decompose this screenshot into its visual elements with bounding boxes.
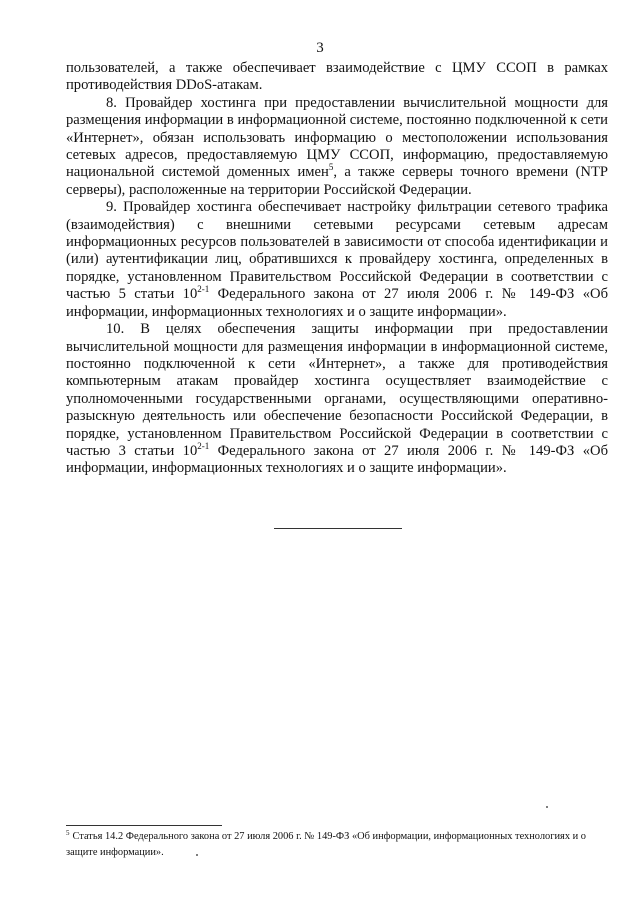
paragraph-text-tail: Федерального закона от 27 июля 2006 г. № 149-ФЗ «Об информации, информационных технологиях и о защите информации». <box>66 286 608 320</box>
footnote-text: Статья 14.2 Федерального закона от 27 июля 2006 г. № 149-ФЗ «Об информации, информационных технологиях и о защите информации». <box>66 831 586 858</box>
paragraph-text: 8. Провайдер хостинга при предоставлении вычислительной мощности для размещения информации в информационной системе, постоянно подключенной к сети «Интернет», обязан использовать информацию о местоположении использования сетевых адресов, предоставляемую ЦМУ ССОП, информацию, предоставляемую национальной системой доменных имен <box>66 94 608 181</box>
body-text <box>66 60 608 478</box>
paragraph-8 <box>66 95 608 199</box>
footnote <box>66 829 614 861</box>
paragraph-text-tail: , а также серверы точного времени (NTP серверы), расположенные на территории Российской Федерации. <box>66 164 608 198</box>
scan-speck <box>196 854 198 856</box>
paragraph-9 <box>66 199 608 321</box>
paragraph-continuation <box>66 60 608 95</box>
footnote-separator <box>66 825 222 826</box>
paragraph-text: 10. В целях обеспечения защиты информации при предоставлении вычислительной мощности для размещения информации в информационной системе, постоянно подключенной к сети «Интернет», а также для противодействия компьютерным атакам провайдер хостинга осуществляет взаимодействие с уполномоченными государственными органами, осуществляющими оперативно-разыскную деятельность или обеспечение безопасности Российской Федерации, в порядке, установленном Правительством Российской Федерации в соответствии с частью 3 статьи 10 <box>66 321 608 459</box>
article-superscript: 2-1 <box>197 284 210 295</box>
article-superscript: 2-1 <box>197 441 210 452</box>
paragraph-text: 9. Провайдер хостинга обеспечивает настройку фильтрации сетевого трафика (взаимодействия) с внешними сетевыми ресурсами сетевым адресам информационных ресурсов пользователей в зависимости от способа идентификации и (или) аутентификации лиц, обратившихся к провайдеру хостинга, определенных в порядке, установленном Правительством Российской Федерации в соответствии с частью 5 статьи 10 <box>66 199 608 303</box>
page-number: 3 <box>316 40 324 56</box>
footnote-reference: 5 <box>328 162 334 173</box>
paragraph-text-tail: Федерального закона от 27 июля 2006 г. № 149-ФЗ «Об информации, информационных технологиях и о защите информации». <box>66 442 608 477</box>
end-of-text-rule <box>274 528 402 529</box>
paragraph-10 <box>66 321 608 478</box>
scan-speck <box>546 806 548 808</box>
paragraph-text: пользователей, а также обеспечивает взаимодействие с ЦМУ ССОП в рамках противодействия DDoS-атакам. <box>66 60 608 94</box>
footnote-mark: 5 <box>66 828 70 837</box>
